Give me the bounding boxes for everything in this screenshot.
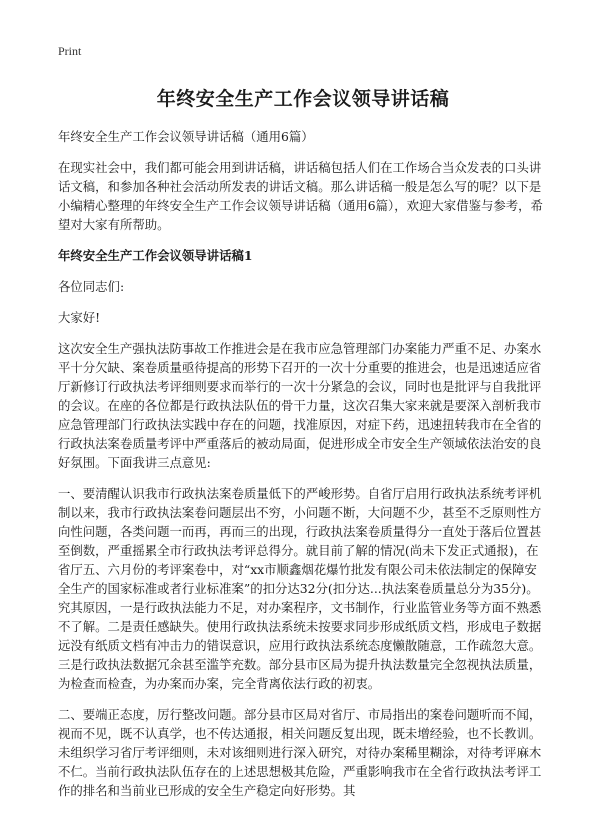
greeting: 大家好!	[58, 310, 101, 325]
body-paragraph: 这次安全生产强执法防事故工作推进会是在我市应急管理部门办案能力严重不足、办案水平十分欠缺、案卷质量亟待提高的形势下召开的一次十分重要的推进会，也是迅速适应省厅新修订行政执法考评细则要求而举行的一次十分紧急的会议，同时也是批评与自我批评的会议。在座的各位都是行政执法队伍的骨干力量，这次召集大家来就是要深入剖析我市应急管理部门行政执法实践中存在的问题，找准原因，对症下药，迅速扭转我市在全省的行政执法案卷质量考评中严重落后的被动局面，促进形成全市安全生产领域依法治安的良好氛围。下面我讲三点意见:	[58, 341, 542, 470]
body-paragraph: 二、要端正态度，厉行整改问题。部分县市区局对省厅、市局指出的案卷问题听而不闻，视而不见，既不认真学，也不传达通报，相关问题反复出现，既未增经验，也不长教训。未组织学习省厅考评细则，未对该细则进行深入研究，对待办案稀里糊涂，对待考评麻木不仁。当前行政执法队伍存在的上述思想极其危险，严重影响我市在全省行政执法考评工作的排名和当前业已形成的安全生产稳定向好形势。其	[58, 707, 542, 798]
document-page	[58, 70, 548, 812]
intro-paragraph: 在现实社会中，我们都可能会用到讲话稿，讲话稿包括人们在工作场合当众发表的口头讲话文稿，和参加各种社会活动所发表的讲话文稿。那么讲话稿一般是怎么写的呢？以下是小编精心整理的年终安全生产工作会议领导讲话稿（通用6篇），欢迎大家借鉴与参考，希望对大家有所帮助。	[58, 160, 543, 232]
document-subtitle: 年终安全生产工作会议领导讲话稿（通用6篇）	[58, 129, 314, 144]
print-link[interactable]: Print	[58, 44, 82, 58]
section-heading: 年终安全生产工作会议领导讲话稿1	[58, 248, 253, 263]
body-paragraph: 一、要清醒认识我市行政执法案卷质量低下的严峻形势。自省厅启用行政执法系统考评机制以来，我市行政执法案卷问题层出不穷，小问题不断，大问题不少，甚至不乏原则性方向性问题，各类问题一而再，再而三的出现，行政执法案卷质量得分一直处于落后位置甚至倒数，严重摇累全市行政执法考评总得分。就目前了解的情况(尚未下发正式通报)，在省厅五、六月份的考评案卷中，对“xx市顺鑫烟花爆竹批发有限公司未依法制定的保障安全生产的国家标准或者行业标准案”的扣分达32分(扣分达...执法案卷质量总分为35分)。究其原因，一是行政执法能力不足，对办案程序，文书制作，行业监管业务等方面不熟悉不了解。二是责任感缺失。使用行政执法系统未按要求同步形成纸质文档，形成电子数据远没有纸质文档有冲击力的错误意识，应用行政执法系统态度懒散随意，工作疏忽大意。三是行政执法数据冗余甚至滥竽充数。部分县市区局为提升执法数量完全忽视执法质量，为检查而检查，为办案而办案，完全背离依法行政的初衷。	[58, 486, 542, 691]
salutation: 各位同志们:	[58, 279, 125, 294]
document-title: 年终安全生产工作会议领导讲话稿	[156, 88, 450, 110]
